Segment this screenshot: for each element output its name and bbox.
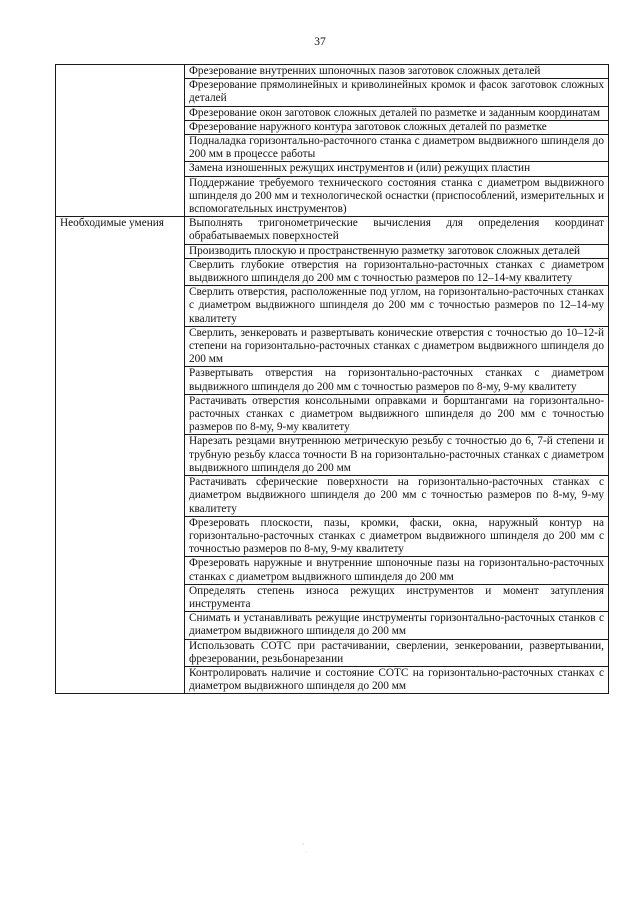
requirement-cell: Сверлить, зенкеровать и развертывать конические отверстия с точностью до 10–12-й степени на горизонтально-расточных станках с диаметром выдвижного шпинделя до 200 мм <box>185 326 609 367</box>
requirement-cell: Нарезать резцами внутреннюю метрическую резьбу с точностью до 6, 7-й степени и трубную резьбу класса точности В на горизонтально-расточных станках с диаметром выдвижного шпинделя до 200 мм <box>185 435 609 476</box>
section-label: Необходимые умения <box>56 217 185 694</box>
requirement-cell: Фрезерование прямолинейных и криволинейных кромок и фасок заготовок сложных деталей <box>185 79 609 106</box>
requirement-cell: Фрезеровать наружные и внутренние шпоночные пазы на горизонтально-расточных станках с диаметром выдвижного шпинделя до 200 мм <box>185 557 609 584</box>
requirement-cell: Фрезерование окон заготовок сложных деталей по разметке и заданным координатам <box>185 106 609 120</box>
requirement-cell: Использовать СОТС при растачивании, сверлении, зенкеровании, развертывании, фрезеровании, резьбонарезании <box>185 639 609 666</box>
requirement-cell: Сверлить глубокие отверстия на горизонтально-расточных станках с диаметром выдвижного шпинделя до 200 мм с точностью размеров по 12–14-му квалитету <box>185 258 609 285</box>
requirement-cell: Фрезеровать плоскости, пазы, кромки, фаски, окна, наружный контур на горизонтально-расточных станках с диаметром выдвижного шпинделя до 200 мм с точностью размеров по 8-му, 9-му квалитету <box>185 516 609 557</box>
requirement-cell: Растачивать сферические поверхности на горизонтально-расточных станках с диаметром выдвижного шпинделя до 200 мм с точностью размеров по 8-му, 9-му квалитету <box>185 476 609 517</box>
requirement-cell: Поддержание требуемого технического состояния станка с диаметром выдвижного шпинделя до 200 мм и технологической оснастки (приспособлений, измерительных и вспомогательных инструментов) <box>185 176 609 217</box>
requirement-cell: Определять степень износа режущих инструментов и момент затупления инструмента <box>185 584 609 611</box>
requirement-cell: Сверлить отверстия, расположенные под углом, на горизонтально-расточных станках с диаметром выдвижного шпинделя до 200 мм с точностью размеров по 12–14-му квалитету <box>185 286 609 327</box>
requirement-cell: Замена изношенных режущих инструментов и (или) режущих пластин <box>185 162 609 176</box>
requirement-cell: Растачивать отверстия консольными оправками и борштангами на горизонтально-расточных станках с диаметром выдвижного шпинделя до 200 мм с точностью размеров по 8-му, 9-му квалитету <box>185 394 609 435</box>
requirement-cell: Контролировать наличие и состояние СОТС на горизонтально-расточных станках с диаметром выдвижного шпинделя до 200 мм <box>185 666 609 693</box>
requirement-cell: Развертывать отверстия на горизонтально-расточных станках с диаметром выдвижного шпинделя до 200 мм с точностью размеров по 8-му, 9-му квалитету <box>185 367 609 394</box>
table-body <box>56 65 609 694</box>
scan-artifact <box>300 842 320 862</box>
requirement-cell: Снимать и устанавливать режущие инструменты горизонтально-расточных станков с диаметром выдвижного шпинделя до 200 мм <box>185 612 609 639</box>
table-row <box>56 65 609 79</box>
competency-table <box>55 64 609 694</box>
requirement-cell: Производить плоскую и пространственную разметку заготовок сложных деталей <box>185 244 609 258</box>
requirement-cell: Выполнять тригонометрические вычисления для определения координат обрабатываемых поверхностей <box>185 217 609 244</box>
requirement-cell: Подналадка горизонтально-расточного станка с диаметром выдвижного шпинделя до 200 мм в процессе работы <box>185 135 609 162</box>
requirement-cell: Фрезерование внутренних шпоночных пазов заготовок сложных деталей <box>185 65 609 79</box>
page-number: 37 <box>314 36 326 48</box>
table-row <box>56 217 609 244</box>
section-label <box>56 65 185 217</box>
requirement-cell: Фрезерование наружного контура заготовок сложных деталей по разметке <box>185 120 609 134</box>
